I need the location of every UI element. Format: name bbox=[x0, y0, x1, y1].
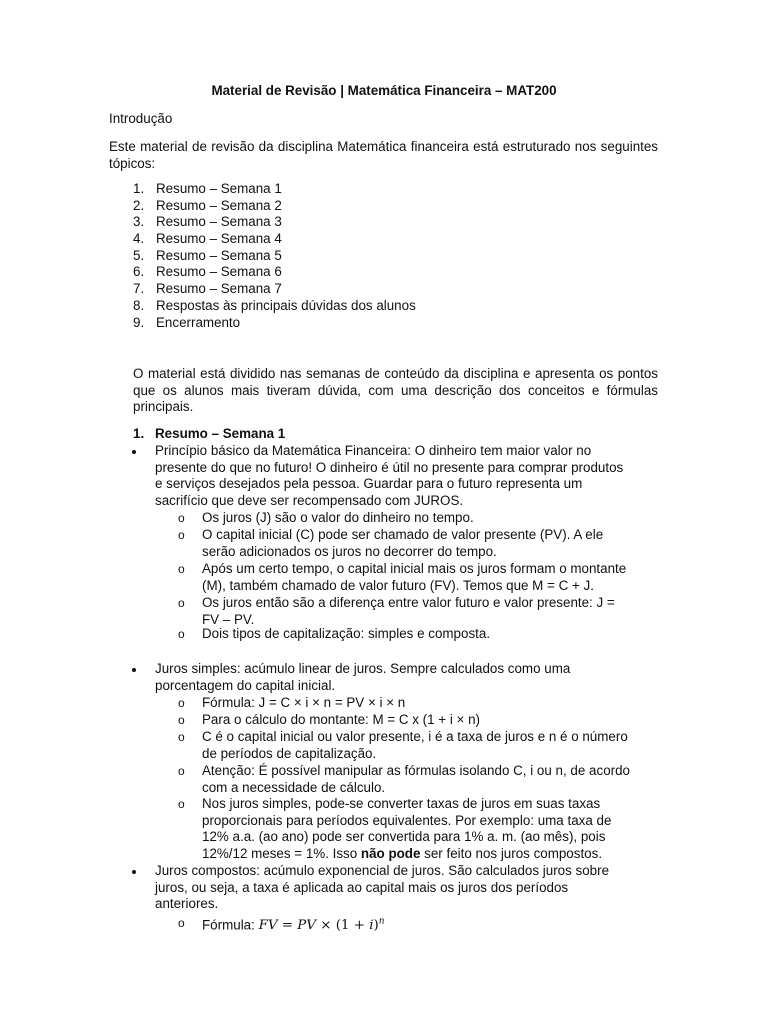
bullet-text: Princípio básico da Matemática Financeira: O dinheiro tem maior valor no presente do que no futuro! O dinheiro é útil no presente para comprar produtos e serviços desejados pela pessoa. Guardar para o futuro representa um sacrifício que deve ser recompensado com JUROS. bbox=[155, 443, 624, 509]
sub-bullet-text: Para o cálculo do montante: M = C x (1 + i × n) bbox=[202, 712, 480, 727]
topics-list bbox=[109, 181, 629, 331]
formula-label: Fórmula: bbox=[202, 917, 259, 933]
bullet-marker bbox=[132, 668, 136, 672]
sub-bullet-text: Os juros então são a diferença entre valor futuro e valor presente: J = FV – PV. bbox=[202, 595, 615, 627]
topic-item bbox=[109, 315, 629, 332]
topic-label: Respostas às principais dúvidas dos alunos bbox=[156, 297, 416, 313]
division-paragraph: O material está dividido nas semanas de conteúdo da disciplina e apresenta os pontos que os alunos mais tiveram dúvida, com uma descrição dos conceitos e fórmulas principais. bbox=[133, 366, 658, 415]
sub-bullet-marker: o bbox=[178, 562, 185, 576]
sub-bullet-text: Os juros (J) são o valor do dinheiro no tempo. bbox=[202, 510, 474, 525]
sub-bullet-marker: o bbox=[178, 696, 185, 710]
topic-number: 9. bbox=[133, 314, 145, 330]
section-number: 1. bbox=[133, 426, 145, 441]
sub-bullet-marker: o bbox=[178, 596, 185, 610]
topic-item bbox=[109, 248, 629, 265]
topic-label: Resumo – Semana 1 bbox=[156, 181, 282, 196]
topic-label: Encerramento bbox=[156, 314, 241, 330]
sub-bullet-marker: o bbox=[178, 764, 185, 778]
topic-item bbox=[109, 198, 629, 215]
formula-line bbox=[202, 914, 662, 935]
intro-heading: Introdução bbox=[109, 111, 173, 126]
compound-interest-formula: FV = PV × $(1 + i)^n$ bbox=[258, 917, 385, 934]
topic-number: 7. bbox=[133, 281, 145, 297]
sub-bullet-marker: o bbox=[178, 916, 185, 930]
topic-label: Resumo – Semana 6 bbox=[156, 264, 282, 280]
sub-bullet-marker: o bbox=[178, 627, 185, 641]
sub-bullet-text: Dois tipos de capitalização: simples e composta. bbox=[202, 626, 491, 641]
topic-item bbox=[109, 181, 629, 198]
topic-number: 1. bbox=[133, 181, 145, 196]
topic-number: 5. bbox=[133, 247, 145, 263]
topic-label: Resumo – Semana 3 bbox=[156, 214, 282, 230]
intro-paragraph: Este material de revisão da disciplina Matemática financeira está estruturado nos seguintes tópicos: bbox=[109, 139, 658, 171]
topic-item bbox=[109, 281, 629, 298]
sub-bullet-text: Nos juros simples, pode-se converter taxas de juros em suas taxas proporcionais para períodos equivalentes. Por exemplo: uma taxa de 12% a.a. (ao ano) pode ser convertida para 1% a. m. (ao mês), pois 12%/12 meses = 1%. Isso não pode ser feito nos juros compostos. bbox=[202, 796, 612, 862]
topic-label: Resumo – Semana 4 bbox=[156, 231, 282, 247]
sub-bullet-text: Fórmula: J = C × i × n = PV × i × n bbox=[202, 695, 406, 710]
topic-number: 8. bbox=[133, 297, 145, 313]
topic-label: Resumo – Semana 5 bbox=[156, 247, 282, 263]
bullet-marker bbox=[132, 870, 136, 874]
topic-number: 2. bbox=[133, 197, 145, 213]
sub-bullet-text: C é o capital inicial ou valor presente, i é a taxa de juros e n é o número de períodos de capitalização. bbox=[202, 729, 628, 761]
topic-number: 3. bbox=[133, 214, 145, 230]
sub-bullet-marker: o bbox=[178, 730, 185, 744]
topic-number: 6. bbox=[133, 264, 145, 280]
sub-bullet-marker: o bbox=[178, 528, 185, 542]
bullet-marker bbox=[132, 450, 136, 454]
sub-bullet-text: Após um certo tempo, o capital inicial mais os juros formam o montante (M), também chamado de valor futuro (FV). Temos que M = C + J. bbox=[202, 561, 627, 593]
document-title: Material de Revisão | Matemática Financeira – MAT200 bbox=[211, 83, 557, 98]
section-title: Resumo – Semana 1 bbox=[155, 426, 286, 441]
topic-number: 4. bbox=[133, 231, 145, 247]
sub-bullet-text: O capital inicial (C) pode ser chamado de valor presente (PV). A ele serão adicionados os juros no decorrer do tempo. bbox=[202, 527, 604, 559]
bullet-text: Juros compostos: acúmulo exponencial de juros. São calculados juros sobre juros, ou seja, a taxa é aplicada ao capital mais os juros dos períodos anteriores. bbox=[155, 863, 610, 912]
sub-bullet-text: Atenção: É possível manipular as fórmulas isolando C, i ou n, de acordo com a necessidade de cálculo. bbox=[202, 763, 630, 795]
bullet-text: Juros simples: acúmulo linear de juros. Sempre calculados como uma porcentagem do capital inicial. bbox=[155, 661, 571, 693]
sub-bullet-marker: o bbox=[178, 797, 185, 811]
topic-item bbox=[109, 231, 629, 248]
topic-item bbox=[109, 298, 629, 315]
emphasis-text: não pode bbox=[360, 846, 421, 862]
topic-item bbox=[109, 214, 629, 231]
topic-label: Resumo – Semana 7 bbox=[156, 281, 282, 297]
topic-label: Resumo – Semana 2 bbox=[156, 197, 282, 213]
topic-item bbox=[109, 264, 629, 281]
sub-bullet-marker: o bbox=[178, 511, 185, 525]
sub-bullet-marker: o bbox=[178, 713, 185, 727]
